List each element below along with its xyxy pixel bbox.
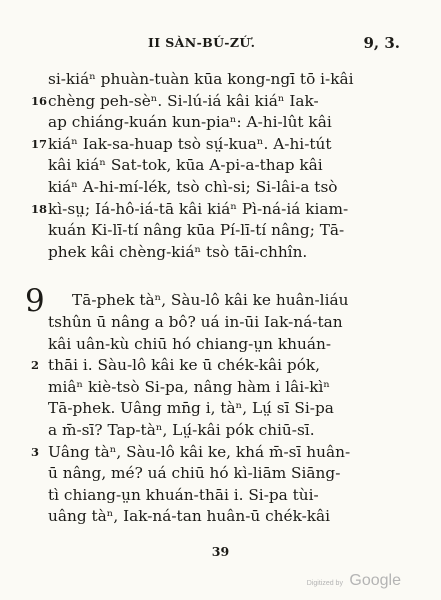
line-text: kuán Ki-lī-tí nâng kūa Pí-lī-tí nâng; Tā- bbox=[48, 221, 345, 240]
line-text: chèng peh-sèⁿ. Si-lú-iá kâi kiáⁿ Iak- bbox=[48, 91, 319, 110]
line-text: ū nâng, mé? uá chiū hó kì-liām Siāng- bbox=[48, 464, 341, 483]
line-text: si-kiáⁿ phuàn-tuàn kūa kong-ngī tō i-kâi bbox=[48, 70, 354, 88]
page-header bbox=[0, 35, 441, 59]
watermark-brand: Google bbox=[349, 572, 401, 589]
text-line bbox=[0, 177, 441, 199]
line-text: Tā-phek. Uâng mn̄g i, tàⁿ, Lṳ́ sī Si-pa bbox=[48, 399, 334, 418]
text-line bbox=[0, 69, 441, 91]
text-line bbox=[0, 312, 441, 334]
text-line bbox=[0, 199, 441, 221]
text-line bbox=[0, 506, 441, 528]
text-line bbox=[0, 283, 441, 320]
paragraph-gap bbox=[0, 263, 441, 290]
line-text: tshûn ū nâng a bô? uá in-ūi Iak-ná-tan bbox=[48, 312, 343, 331]
verse-number: 17 bbox=[31, 136, 48, 151]
line-text: tì chiang-ṳn khuán-thāi i. Si-pa tùi- bbox=[48, 485, 319, 504]
text-line bbox=[0, 420, 441, 442]
text-line bbox=[0, 398, 441, 420]
line-text: kiáⁿ Iak-sa-huap tsò sṳ́-kuaⁿ. A-hi-tút bbox=[48, 134, 332, 153]
chapter-verse-reference: 9, 3. bbox=[363, 34, 400, 52]
line-text: miâⁿ kiè-tsò Si-pa, nâng hàm i lâi-kìⁿ bbox=[48, 377, 331, 396]
verse-number: 2 bbox=[31, 358, 40, 373]
line-text: a m̄-sī? Tap-tàⁿ, Lṳ́-kâi pók chiū-sī. bbox=[48, 420, 315, 439]
text-line bbox=[0, 112, 441, 134]
text-line bbox=[0, 220, 441, 242]
text-line bbox=[0, 242, 441, 264]
text-line bbox=[0, 155, 441, 177]
scripture-text bbox=[0, 69, 441, 528]
running-title: II SÀN-BÚ-ZỨ. bbox=[148, 35, 256, 50]
line-text: thāi i. Sàu-lô kâi ke ū chék-kâi pók, bbox=[48, 356, 321, 375]
line-text: Tā-phek tàⁿ, Sàu-lô kâi ke huân-liáu bbox=[72, 291, 349, 310]
text-line bbox=[0, 91, 441, 113]
line-text: kì-sṳ; Iá-hô-iá-tā kâi kiáⁿ Pì-ná-iá kiam- bbox=[48, 199, 349, 218]
text-line bbox=[0, 334, 441, 356]
text-line bbox=[0, 134, 441, 156]
line-text: ap chiáng-kuán kun-piaⁿ: A-hi-lût kâi bbox=[48, 113, 332, 132]
page-number: 39 bbox=[211, 544, 230, 559]
verse-number: 18 bbox=[31, 201, 48, 216]
text-line bbox=[0, 463, 441, 485]
chapter-number: 9 bbox=[25, 283, 45, 320]
text-line bbox=[0, 485, 441, 507]
text-line bbox=[0, 377, 441, 399]
digitization-watermark bbox=[307, 572, 401, 590]
line-text: kâi kiáⁿ Sat-tok, kūa A-pi-a-thap kâi bbox=[48, 156, 323, 175]
line-text: kâi uân-kù chiū hó chiang-ṳn khuán- bbox=[48, 334, 331, 353]
verse-number: 16 bbox=[31, 93, 48, 108]
line-text: phek kâi chèng-kiáⁿ tsò tāi-chhîn. bbox=[48, 242, 308, 261]
text-line bbox=[0, 442, 441, 464]
verse-number: 3 bbox=[31, 444, 40, 459]
line-text: Uâng tàⁿ, Sàu-lô kâi ke, khá m̄-sī huân- bbox=[48, 442, 351, 461]
line-text: uâng tàⁿ, Iak-ná-tan huân-ū chék-kâi bbox=[48, 507, 331, 526]
watermark-prefix: Digitized by bbox=[306, 580, 343, 587]
text-line bbox=[0, 355, 441, 377]
line-text: kiáⁿ A-hi-mí-lék, tsò chì-si; Si-lâi-a tsò bbox=[48, 177, 338, 196]
